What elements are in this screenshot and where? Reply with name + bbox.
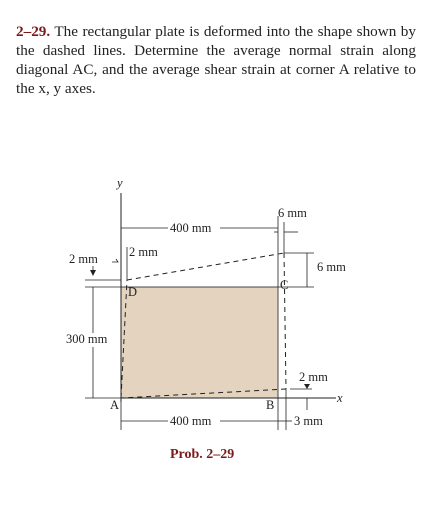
height-label: 300 mm	[66, 332, 108, 346]
bottom-width-label: 400 mm	[170, 414, 212, 428]
right-2mm-label: 2 mm	[299, 370, 328, 384]
problem-text: The rectangular plate is deformed into the shape shown by the dashed lines. Determine the average normal strain along diagonal AC, and the average shear strain at corner A relative to the x, y axes.	[16, 23, 416, 97]
point-b-label: B	[266, 398, 275, 412]
point-d-label: D	[128, 285, 138, 299]
point-c-label: C	[280, 278, 289, 292]
problem-number: 2–29.	[16, 23, 51, 40]
figure-caption: Prob. 2–29	[170, 447, 235, 462]
point-a-label: A	[110, 398, 120, 412]
x-axis-label: x	[337, 391, 343, 405]
rectangular-plate	[121, 287, 278, 398]
bottom-3mm-label: 3 mm	[294, 414, 323, 428]
left-2mm-label: 2 mm	[69, 252, 98, 266]
y-axis-label: y	[117, 176, 123, 190]
top-width-label: 400 mm	[170, 221, 212, 235]
top-right-6mm-label: 6 mm	[278, 206, 307, 220]
right-6mm-label: 6 mm	[317, 260, 346, 274]
top-2mm-label: 2 mm	[129, 245, 158, 259]
